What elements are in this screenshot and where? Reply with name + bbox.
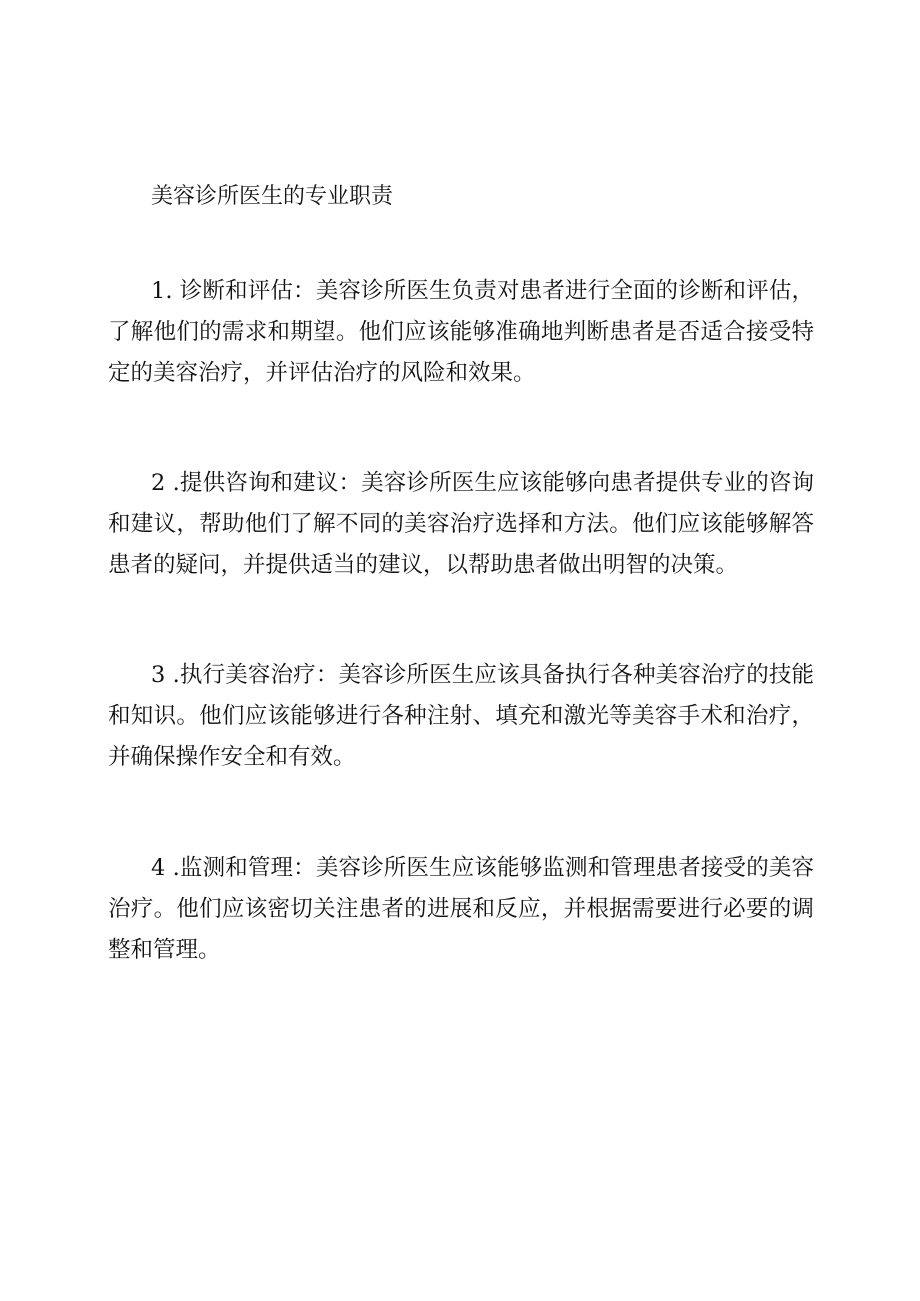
paragraph-consultation-advice: 2 .提供咨询和建议：美容诊所医生应该能够向患者提供专业的咨询和建议，帮助他们了解不同的美容治疗选择和方法。他们应该能够解答患者的疑问，并提供适当的建议，以帮助患者做出明智的决策。 <box>108 470 814 578</box>
paragraph-monitoring-management: 4 .监测和管理：美容诊所医生应该能够监测和管理患者接受的美容治疗。他们应该密切关注患者的进展和反应，并根据需要进行必要的调整和管理。 <box>108 855 814 963</box>
paragraph-perform-treatment: 3 .执行美容治疗：美容诊所医生应该具备执行各种美容治疗的技能和知识。他们应该能够进行各种注射、填充和激光等美容手术和治疗，并确保操作安全和有效。 <box>108 662 814 770</box>
document-title: 美容诊所医生的专业职责 <box>151 184 394 209</box>
paragraph-diagnosis-assessment: 1. 诊断和评估：美容诊所医生负责对患者进行全面的诊断和评估，了解他们的需求和期望。他们应该能够准确地判断患者是否适合接受特定的美容治疗，并评估治疗的风险和效果。 <box>108 278 814 386</box>
